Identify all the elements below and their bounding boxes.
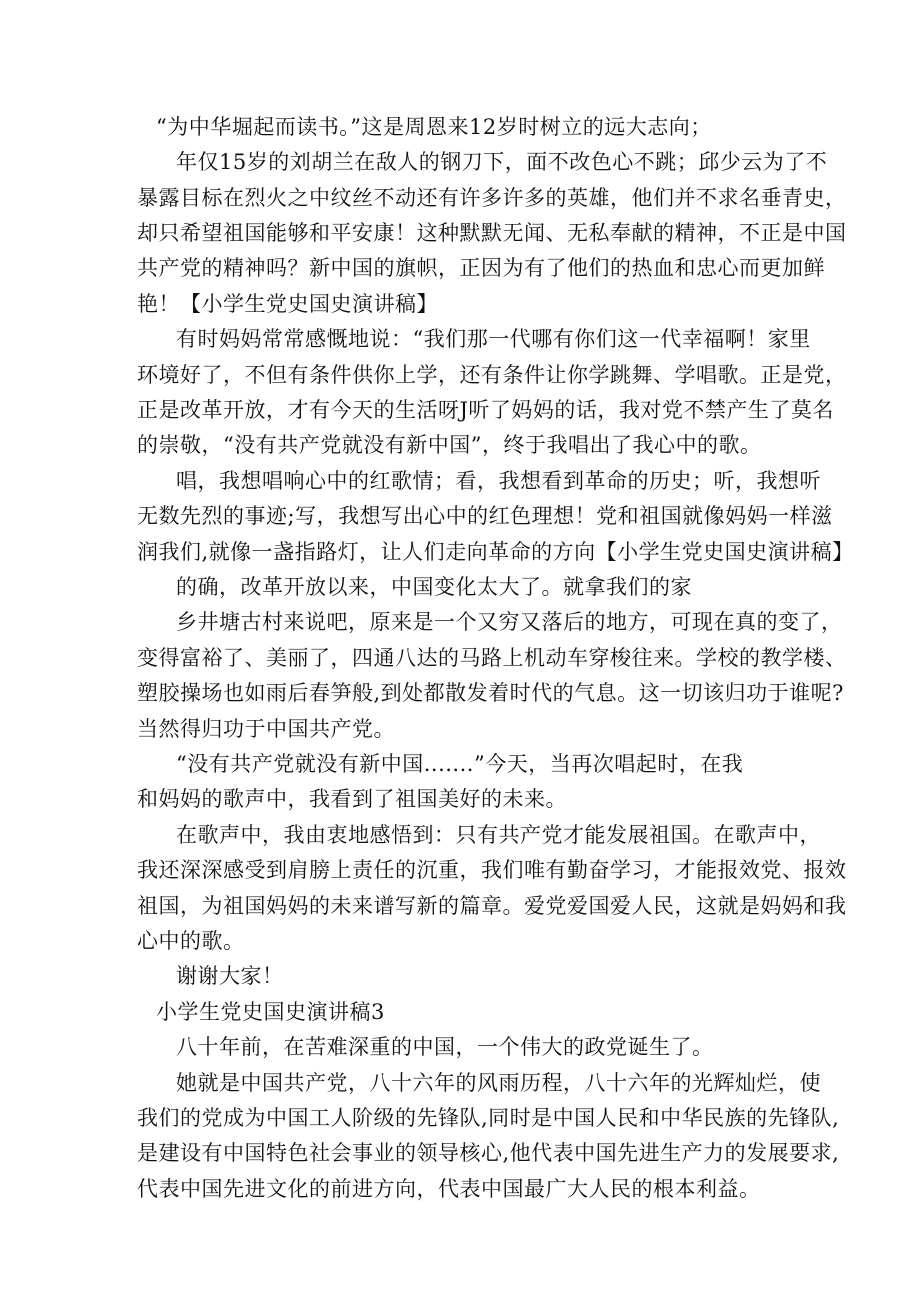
text-line: 八十年前，在苦难深重的中国，一个伟大的政党诞生了。 bbox=[176, 1035, 714, 1059]
text-line: 她就是中国共产党，八十六年的风雨历程，八十六年的光辉灿烂，使 bbox=[176, 1071, 821, 1095]
text-line: 谢谢大家！ bbox=[176, 964, 284, 988]
text-line: 唱，我想唱响心中的红歌情；看，我想看到革命的历史；听，我想听 bbox=[176, 469, 821, 493]
text-line: 却只希望祖国能够和平安康！这种默默无闻、无私奉献的精神，不正是中国 bbox=[137, 221, 847, 245]
text-line: 是建设有中国特色社会事业的领导核心,他代表中国先进生产力的发展要求, bbox=[137, 1141, 840, 1165]
text-line: 乡井塘古村来说吧，原来是一个又穷又落后的地方，可现在真的变了， bbox=[176, 610, 843, 634]
text-line: 无数先烈的事迹;写，我想写出心中的红色理想！党和祖国就像妈妈一样滋 bbox=[137, 504, 833, 528]
text-line: 在歌声中，我由衷地感悟到：只有共产党才能发展祖国。在歌声中， bbox=[176, 823, 821, 847]
text-line: 当然得归功于中国共产党。 bbox=[137, 717, 395, 741]
text-line: 和妈妈的歌声中，我看到了祖国美好的未来。 bbox=[137, 787, 567, 811]
text-line: 我还深深感受到肩膀上责任的沉重，我们唯有勤奋学习，才能报效党、报效 bbox=[137, 858, 847, 882]
text-line: 润我们,就像一盏指路灯，让人们走向革命的方向【小学生党史国史演讲稿】 bbox=[137, 540, 854, 564]
text-line: 祖国，为祖国妈妈的未来谱写新的篇章。爱党爱国爱人民，这就是妈妈和我 bbox=[137, 894, 847, 918]
text-line: 正是改革开放，才有今天的生活呀J听了妈妈的话，我对党不禁产生了莫名 bbox=[137, 398, 834, 422]
text-line: 心中的歌。 bbox=[137, 929, 245, 953]
text-line: 环境好了，不但有条件供你上学，还有条件让你学跳舞、学唱歌。正是党， bbox=[137, 363, 847, 387]
text-line: 年仅15岁的刘胡兰在敌人的钢刀下，面不改色心不跳；邱少云为了不 bbox=[176, 150, 828, 174]
text-line: 的确，改革开放以来，中国变化太大了。就拿我们的家 bbox=[176, 575, 692, 599]
text-line: 代表中国先进文化的前进方向，代表中国最广大人民的根本利益。 bbox=[137, 1177, 761, 1201]
text-line: 变得富裕了、美丽了，四通八达的马路上机动车穿梭往来。学校的教学楼、 bbox=[137, 646, 847, 670]
text-line: 暴露目标在烈火之中纹丝不动还有许多许多的英雄，他们并不求名垂青史， bbox=[137, 186, 847, 210]
text-line: “为中华堀起而读书。”这是周恩来12岁时树立的远大志向； bbox=[156, 115, 712, 139]
text-line: 我们的党成为中国工人阶级的先锋队,同时是中国人民和中华民族的先锋队, bbox=[137, 1106, 840, 1130]
text-line: 的崇敬，“没有共产党就没有新中国”，终于我唱出了我心中的歌。 bbox=[137, 433, 762, 457]
text-line: 艳！【小学生党史国史演讲稿】 bbox=[137, 292, 438, 316]
text-line: 塑胶操场也如雨后春笋般,到处都散发着时代的气息。这一切该归功于谁呢? bbox=[137, 681, 844, 705]
text-line: 共产党的精神吗？新中国的旗帜，正因为有了他们的热血和忠心而更加鲜 bbox=[137, 256, 825, 280]
text-line: “没有共产党就没有新中国.......”今天，当再次唱起时，在我 bbox=[176, 752, 744, 776]
text-line: 有时妈妈常常感慨地说：“我们那一代哪有你们这一代幸福啊！家里 bbox=[176, 327, 811, 351]
section-heading: 小学生党史国史演讲稿3 bbox=[156, 1000, 385, 1024]
